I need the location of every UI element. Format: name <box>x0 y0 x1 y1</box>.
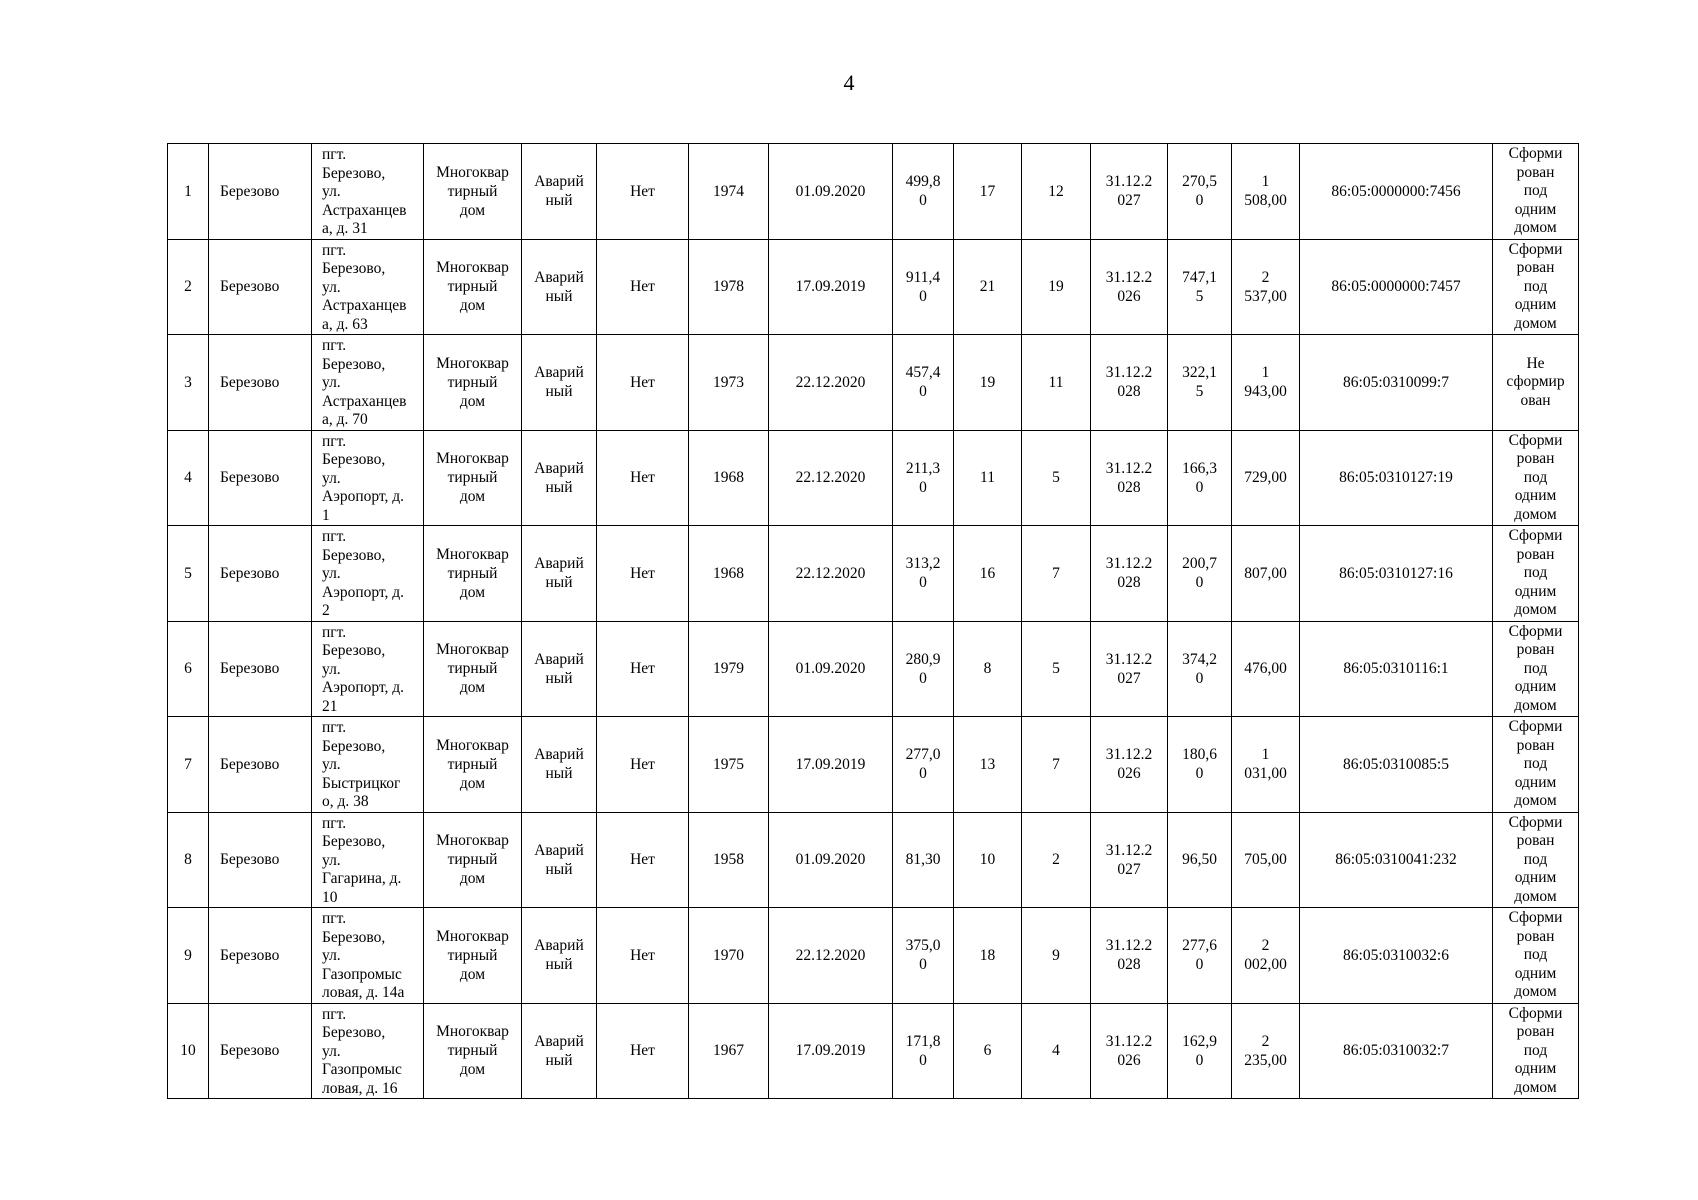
cell-resettlement-deadline: 31.12.2 027 <box>1091 144 1168 240</box>
cell-condition: Аварий ный <box>522 621 597 717</box>
cell-row-number: 9 <box>168 908 209 1004</box>
cell-building-type: Многоквар тирный дом <box>424 144 522 240</box>
table-row <box>168 239 1579 335</box>
cell-building-type: Многоквар тирный дом <box>424 717 522 813</box>
cell-area: 211,3 0 <box>893 430 954 526</box>
cell-land-status: Сформи рован под одним домом <box>1493 621 1579 717</box>
cell-recognition-date: 01.09.2020 <box>769 144 893 240</box>
cell-locality: Березово <box>209 1003 312 1099</box>
cell-apartments: 9 <box>1022 908 1091 1004</box>
cell-land-status: Сформи рован под одним домом <box>1493 430 1579 526</box>
cell-locality: Березово <box>209 430 312 526</box>
cell-area-residential: 374,2 0 <box>1168 621 1232 717</box>
cell-land-area: 2 002,00 <box>1232 908 1300 1004</box>
cell-area: 277,0 0 <box>893 717 954 813</box>
cell-flag: Нет <box>597 717 689 813</box>
cell-build-year: 1973 <box>689 335 769 431</box>
cell-recognition-date: 17.09.2019 <box>769 239 893 335</box>
cell-apartments: 7 <box>1022 717 1091 813</box>
cell-resettlement-deadline: 31.12.2 028 <box>1091 908 1168 1004</box>
cell-flag: Нет <box>597 335 689 431</box>
table-row <box>168 526 1579 622</box>
cell-build-year: 1967 <box>689 1003 769 1099</box>
cell-cadastral-number: 86:05:0310032:7 <box>1300 1003 1493 1099</box>
cell-residents: 17 <box>954 144 1022 240</box>
cell-area-residential: 200,7 0 <box>1168 526 1232 622</box>
cell-row-number: 7 <box>168 717 209 813</box>
cell-area-residential: 162,9 0 <box>1168 1003 1232 1099</box>
cell-address: пгт. Березово, ул. Газопромыс ловая, д. 16 <box>312 1003 424 1099</box>
cell-address: пгт. Березово, ул. Гагарина, д. 10 <box>312 812 424 908</box>
cell-cadastral-number: 86:05:0310127:19 <box>1300 430 1493 526</box>
cell-build-year: 1968 <box>689 526 769 622</box>
cell-building-type: Многоквар тирный дом <box>424 239 522 335</box>
cell-condition: Аварий ный <box>522 526 597 622</box>
cell-recognition-date: 22.12.2020 <box>769 908 893 1004</box>
cell-row-number: 3 <box>168 335 209 431</box>
cell-row-number: 4 <box>168 430 209 526</box>
cell-cadastral-number: 86:05:0310099:7 <box>1300 335 1493 431</box>
cell-address: пгт. Березово, ул. Аэропорт, д. 2 <box>312 526 424 622</box>
cell-land-status: Сформи рован под одним домом <box>1493 908 1579 1004</box>
table-row <box>168 430 1579 526</box>
cell-apartments: 11 <box>1022 335 1091 431</box>
cell-land-area: 1 508,00 <box>1232 144 1300 240</box>
cell-recognition-date: 17.09.2019 <box>769 1003 893 1099</box>
cell-land-status: Не сформир ован <box>1493 335 1579 431</box>
cell-land-area: 1 943,00 <box>1232 335 1300 431</box>
cell-flag: Нет <box>597 430 689 526</box>
cell-locality: Березово <box>209 717 312 813</box>
cell-build-year: 1968 <box>689 430 769 526</box>
cell-residents: 10 <box>954 812 1022 908</box>
cell-resettlement-deadline: 31.12.2 028 <box>1091 526 1168 622</box>
cell-land-status: Сформи рован под одним домом <box>1493 239 1579 335</box>
cell-flag: Нет <box>597 908 689 1004</box>
cell-row-number: 2 <box>168 239 209 335</box>
cell-address: пгт. Березово, ул. Астраханцев а, д. 70 <box>312 335 424 431</box>
cell-address: пгт. Березово, ул. Аэропорт, д. 21 <box>312 621 424 717</box>
cell-area: 457,4 0 <box>893 335 954 431</box>
cell-residents: 16 <box>954 526 1022 622</box>
cell-residents: 11 <box>954 430 1022 526</box>
cell-area: 81,30 <box>893 812 954 908</box>
cell-flag: Нет <box>597 239 689 335</box>
cell-cadastral-number: 86:05:0310085:5 <box>1300 717 1493 813</box>
cell-condition: Аварий ный <box>522 908 597 1004</box>
cell-residents: 6 <box>954 1003 1022 1099</box>
cell-build-year: 1975 <box>689 717 769 813</box>
cell-condition: Аварий ный <box>522 239 597 335</box>
table-row <box>168 621 1579 717</box>
cell-apartments: 19 <box>1022 239 1091 335</box>
cell-resettlement-deadline: 31.12.2 027 <box>1091 621 1168 717</box>
cell-row-number: 8 <box>168 812 209 908</box>
table-row <box>168 335 1579 431</box>
cell-resettlement-deadline: 31.12.2 026 <box>1091 717 1168 813</box>
cell-recognition-date: 22.12.2020 <box>769 526 893 622</box>
cell-build-year: 1958 <box>689 812 769 908</box>
cell-flag: Нет <box>597 812 689 908</box>
cell-resettlement-deadline: 31.12.2 028 <box>1091 335 1168 431</box>
cell-row-number: 5 <box>168 526 209 622</box>
cell-recognition-date: 22.12.2020 <box>769 430 893 526</box>
cell-area: 375,0 0 <box>893 908 954 1004</box>
cell-residents: 19 <box>954 335 1022 431</box>
cell-condition: Аварий ный <box>522 144 597 240</box>
cell-flag: Нет <box>597 144 689 240</box>
cell-resettlement-deadline: 31.12.2 027 <box>1091 812 1168 908</box>
table-row <box>168 1003 1579 1099</box>
cell-row-number: 6 <box>168 621 209 717</box>
cell-land-area: 729,00 <box>1232 430 1300 526</box>
cell-area-residential: 166,3 0 <box>1168 430 1232 526</box>
cell-cadastral-number: 86:05:0000000:7457 <box>1300 239 1493 335</box>
cell-building-type: Многоквар тирный дом <box>424 1003 522 1099</box>
page-number: 4 <box>843 70 855 95</box>
cell-land-area: 2 235,00 <box>1232 1003 1300 1099</box>
cell-land-area: 476,00 <box>1232 621 1300 717</box>
cell-address: пгт. Березово, ул. Быстрицког о, д. 38 <box>312 717 424 813</box>
cell-locality: Березово <box>209 335 312 431</box>
cell-area-residential: 322,1 5 <box>1168 335 1232 431</box>
cell-condition: Аварий ный <box>522 1003 597 1099</box>
cell-locality: Березово <box>209 812 312 908</box>
cell-condition: Аварий ный <box>522 430 597 526</box>
cell-area-residential: 180,6 0 <box>1168 717 1232 813</box>
cell-address: пгт. Березово, ул. Астраханцев а, д. 31 <box>312 144 424 240</box>
cell-build-year: 1970 <box>689 908 769 1004</box>
cell-cadastral-number: 86:05:0310041:232 <box>1300 812 1493 908</box>
cell-address: пгт. Березово, ул. Астраханцев а, д. 63 <box>312 239 424 335</box>
cell-area-residential: 277,6 0 <box>1168 908 1232 1004</box>
cell-land-status: Сформи рован под одним домом <box>1493 526 1579 622</box>
cell-apartments: 4 <box>1022 1003 1091 1099</box>
cell-area-residential: 270,5 0 <box>1168 144 1232 240</box>
cell-recognition-date: 22.12.2020 <box>769 335 893 431</box>
cell-flag: Нет <box>597 621 689 717</box>
cell-build-year: 1979 <box>689 621 769 717</box>
cell-residents: 18 <box>954 908 1022 1004</box>
cell-address: пгт. Березово, ул. Аэропорт, д. 1 <box>312 430 424 526</box>
table-row <box>168 717 1579 813</box>
cell-row-number: 10 <box>168 1003 209 1099</box>
cell-land-area: 807,00 <box>1232 526 1300 622</box>
cell-area-residential: 747,1 5 <box>1168 239 1232 335</box>
cell-condition: Аварий ный <box>522 717 597 813</box>
cell-recognition-date: 01.09.2020 <box>769 621 893 717</box>
cell-cadastral-number: 86:05:0310032:6 <box>1300 908 1493 1004</box>
cell-land-area: 1 031,00 <box>1232 717 1300 813</box>
cell-area: 911,4 0 <box>893 239 954 335</box>
cell-locality: Березово <box>209 144 312 240</box>
cell-condition: Аварий ный <box>522 335 597 431</box>
cell-area: 313,2 0 <box>893 526 954 622</box>
cell-locality: Березово <box>209 621 312 717</box>
cell-cadastral-number: 86:05:0000000:7456 <box>1300 144 1493 240</box>
cell-residents: 21 <box>954 239 1022 335</box>
cell-area: 171,8 0 <box>893 1003 954 1099</box>
cell-resettlement-deadline: 31.12.2 026 <box>1091 1003 1168 1099</box>
cell-land-status: Сформи рован под одним домом <box>1493 144 1579 240</box>
table-row <box>168 812 1579 908</box>
cell-apartments: 5 <box>1022 430 1091 526</box>
cell-land-area: 705,00 <box>1232 812 1300 908</box>
cell-residents: 13 <box>954 717 1022 813</box>
cell-locality: Березово <box>209 526 312 622</box>
cell-building-type: Многоквар тирный дом <box>424 335 522 431</box>
cell-build-year: 1978 <box>689 239 769 335</box>
cell-flag: Нет <box>597 526 689 622</box>
cell-land-status: Сформи рован под одним домом <box>1493 1003 1579 1099</box>
cell-building-type: Многоквар тирный дом <box>424 908 522 1004</box>
cell-resettlement-deadline: 31.12.2 028 <box>1091 430 1168 526</box>
table-body <box>168 144 1579 1099</box>
cell-apartments: 2 <box>1022 812 1091 908</box>
cell-apartments: 5 <box>1022 621 1091 717</box>
cell-area: 280,9 0 <box>893 621 954 717</box>
cell-resettlement-deadline: 31.12.2 026 <box>1091 239 1168 335</box>
cell-area: 499,8 0 <box>893 144 954 240</box>
cell-land-area: 2 537,00 <box>1232 239 1300 335</box>
cell-area-residential: 96,50 <box>1168 812 1232 908</box>
cell-address: пгт. Березово, ул. Газопромыс ловая, д. 14а <box>312 908 424 1004</box>
housing-registry-table <box>167 143 1579 1099</box>
cell-apartments: 7 <box>1022 526 1091 622</box>
cell-locality: Березово <box>209 908 312 1004</box>
cell-building-type: Многоквар тирный дом <box>424 812 522 908</box>
cell-recognition-date: 17.09.2019 <box>769 717 893 813</box>
cell-cadastral-number: 86:05:0310127:16 <box>1300 526 1493 622</box>
cell-cadastral-number: 86:05:0310116:1 <box>1300 621 1493 717</box>
cell-building-type: Многоквар тирный дом <box>424 430 522 526</box>
table-row <box>168 908 1579 1004</box>
cell-row-number: 1 <box>168 144 209 240</box>
cell-condition: Аварий ный <box>522 812 597 908</box>
cell-building-type: Многоквар тирный дом <box>424 621 522 717</box>
cell-apartments: 12 <box>1022 144 1091 240</box>
cell-flag: Нет <box>597 1003 689 1099</box>
cell-land-status: Сформи рован под одним домом <box>1493 812 1579 908</box>
cell-build-year: 1974 <box>689 144 769 240</box>
cell-land-status: Сформи рован под одним домом <box>1493 717 1579 813</box>
cell-building-type: Многоквар тирный дом <box>424 526 522 622</box>
cell-recognition-date: 01.09.2020 <box>769 812 893 908</box>
cell-locality: Березово <box>209 239 312 335</box>
cell-residents: 8 <box>954 621 1022 717</box>
table-row <box>168 144 1579 240</box>
